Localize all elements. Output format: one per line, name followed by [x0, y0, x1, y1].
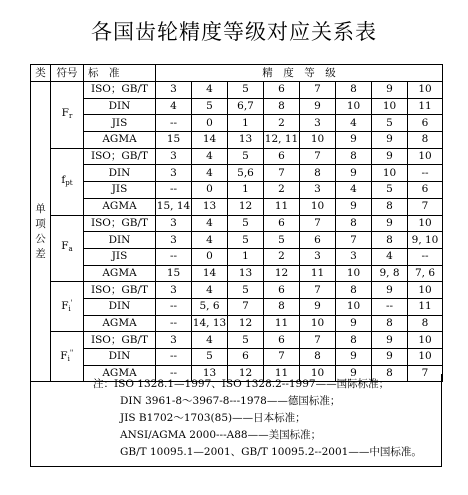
table-row [31, 315, 443, 332]
grade-cell: 9 [336, 198, 372, 215]
grade-cell: 8 [336, 215, 372, 232]
grade-cell: 4 [192, 232, 228, 249]
grade-cell: 13 [192, 365, 228, 382]
table-row [31, 115, 443, 132]
grade-cell: 6 [264, 282, 300, 299]
grade-cell: 10 [408, 349, 443, 366]
grade-cell: -- [156, 298, 192, 315]
grade-cell: 6 [264, 82, 300, 99]
table-row [31, 298, 443, 315]
grade-cell: 1 [228, 182, 264, 199]
grade-cell: 3 [156, 215, 192, 232]
grade-cell: 5 [372, 182, 408, 199]
grade-cell: 2 [264, 248, 300, 265]
grade-cell: 9 [300, 298, 336, 315]
grade-cell: 3 [300, 182, 336, 199]
symbol-cell [51, 282, 84, 332]
table-body [31, 65, 443, 382]
grade-cell: 4 [192, 148, 228, 165]
standard-cell: ISO；GB/T [84, 215, 156, 232]
grade-cell: 5 [228, 282, 264, 299]
grade-cell: 3 [156, 232, 192, 249]
grade-cell: 7 [300, 332, 336, 349]
grade-cell: 8 [336, 82, 372, 99]
symbol-subscript: pt [65, 178, 73, 187]
grade-cell: 2 [264, 115, 300, 132]
grade-cell: 10 [408, 282, 443, 299]
grade-cell: 11 [408, 98, 443, 115]
grade-cell: 4 [192, 332, 228, 349]
grade-cell: 15 [156, 132, 192, 149]
table-row [31, 182, 443, 199]
notes-box [30, 374, 442, 467]
grade-cell: 9, 10 [408, 232, 443, 249]
grade-cell: 10 [408, 148, 443, 165]
grade-cell: 9 [372, 282, 408, 299]
standard-cell: AGMA [84, 315, 156, 332]
page-title: 各国齿轮精度等级对应关系表 [91, 20, 377, 44]
grade-cell: 6 [264, 148, 300, 165]
grade-cell: 14 [192, 132, 228, 149]
symbol-base: F [61, 240, 69, 253]
standard-cell: DIN [84, 298, 156, 315]
symbol-subscript: a [68, 245, 73, 254]
grade-cell: 8 [264, 298, 300, 315]
grade-cell: 4 [336, 115, 372, 132]
note-line: ANSI/AGMA 2000---A88——美国标准； [120, 429, 322, 441]
grade-cell: 3 [156, 332, 192, 349]
grade-cell: 4 [372, 248, 408, 265]
grade-cell: 10 [372, 165, 408, 182]
grade-cell: 8 [300, 165, 336, 182]
standard-cell: DIN [84, 98, 156, 115]
grade-cell: 5 [228, 215, 264, 232]
standard-cell: JIS [84, 248, 156, 265]
grade-cell: 6 [264, 332, 300, 349]
grade-cell: 3 [156, 148, 192, 165]
grade-cell: 0 [192, 182, 228, 199]
grade-cell: 8 [336, 282, 372, 299]
standard-cell: AGMA [84, 365, 156, 382]
grade-cell: -- [156, 115, 192, 132]
standard-cell: JIS [84, 115, 156, 132]
grade-cell: 12, 11 [264, 132, 300, 149]
grade-cell: 11 [300, 265, 336, 282]
grade-cell: 5 [228, 82, 264, 99]
symbol-subscript: i [68, 305, 71, 314]
grade-cell: 5,6 [228, 165, 264, 182]
grade-cell: 7, 6 [408, 265, 443, 282]
grade-cell: -- [156, 365, 192, 382]
grade-cell: 8 [336, 148, 372, 165]
grade-cell: 5, 6 [192, 298, 228, 315]
grade-cell: 8 [300, 349, 336, 366]
category-char: 公 [35, 232, 46, 245]
grade-cell: 7 [300, 148, 336, 165]
category-char: 单 [35, 202, 46, 215]
table-row [31, 82, 443, 99]
header-row [31, 65, 443, 82]
grade-cell: 11 [264, 315, 300, 332]
grade-cell: 1 [228, 115, 264, 132]
symbol-base: F [60, 350, 68, 363]
symbol-subscript: i [67, 355, 70, 364]
grade-cell: 6 [264, 215, 300, 232]
grade-cell: 9 [336, 165, 372, 182]
table-row [31, 148, 443, 165]
grade-cell: 3 [336, 248, 372, 265]
grade-cell: 5 [264, 232, 300, 249]
grade-cell: 14 [192, 265, 228, 282]
grade-cell: 3 [300, 115, 336, 132]
grade-cell: 9, 8 [372, 265, 408, 282]
grade-cell: 10 [336, 98, 372, 115]
header-symbol: 符号 [51, 65, 84, 82]
grade-cell: 4 [192, 282, 228, 299]
grade-cell: 10 [336, 265, 372, 282]
grade-cell: 10 [300, 198, 336, 215]
grade-cell: -- [372, 298, 408, 315]
grade-cell: 6 [300, 232, 336, 249]
table-row [31, 132, 443, 149]
grade-cell: 0 [192, 115, 228, 132]
precision-table [30, 64, 443, 382]
grade-cell: 12 [228, 365, 264, 382]
grade-cell: 4 [192, 215, 228, 232]
grade-cell: 10 [336, 298, 372, 315]
symbol-cell [51, 82, 84, 149]
table-row [31, 198, 443, 215]
grade-cell: 10 [300, 365, 336, 382]
category-cell [31, 82, 51, 382]
note-line: DIN 3961-8～3967-8---1978——德国标准； [120, 395, 341, 407]
grade-cell: 11 [408, 298, 443, 315]
grade-cell: 7 [300, 282, 336, 299]
grade-cell: 5 [228, 148, 264, 165]
note-line: 注：ISO 1328.1—1997、ISO 1328.2--1997——国际标准； [93, 378, 390, 390]
header-category: 类 [31, 65, 51, 82]
table-row [31, 282, 443, 299]
grade-cell: -- [408, 248, 443, 265]
grade-cell: 9 [336, 315, 372, 332]
grade-cell: -- [156, 182, 192, 199]
grade-cell: -- [156, 315, 192, 332]
grade-cell: 15, 14 [156, 198, 192, 215]
grade-cell: 3 [300, 248, 336, 265]
standard-cell: DIN [84, 232, 156, 249]
grade-cell: 9 [336, 365, 372, 382]
grade-cell: 9 [372, 132, 408, 149]
table-row [31, 265, 443, 282]
symbol-base: F [61, 300, 69, 313]
grade-cell: 7 [300, 215, 336, 232]
grade-cell: 4 [156, 98, 192, 115]
table-row [31, 349, 443, 366]
grade-cell: 7 [264, 165, 300, 182]
grade-cell: 7 [408, 365, 443, 382]
grade-cell: 8 [408, 132, 443, 149]
grade-cell: 15 [156, 265, 192, 282]
grade-cell: 2 [264, 182, 300, 199]
symbol-cell [51, 215, 84, 282]
grade-cell: -- [408, 165, 443, 182]
grade-cell: 1 [228, 248, 264, 265]
grade-cell: 12 [228, 315, 264, 332]
grade-cell: 7 [408, 198, 443, 215]
grade-cell: 5 [228, 332, 264, 349]
symbol-subscript: r [68, 111, 73, 120]
grade-cell: 6,7 [228, 98, 264, 115]
grade-cell: 8 [372, 198, 408, 215]
symbol-superscript: ' [70, 299, 73, 308]
grade-cell: 8 [372, 315, 408, 332]
grade-cell: 0 [192, 248, 228, 265]
standard-cell: ISO；GB/T [84, 332, 156, 349]
grade-cell: 6 [408, 115, 443, 132]
grade-cell: 8 [408, 315, 443, 332]
standard-cell: JIS [84, 182, 156, 199]
grade-cell: 7 [300, 82, 336, 99]
standard-cell: ISO；GB/T [84, 148, 156, 165]
grade-cell: 9 [372, 349, 408, 366]
grade-cell: 5 [228, 232, 264, 249]
note-line: JIS B1702～1703(85)——日本标准； [120, 412, 306, 424]
grade-cell: 3 [156, 282, 192, 299]
grade-cell: -- [156, 349, 192, 366]
table-row [31, 215, 443, 232]
grade-cell: 5 [372, 115, 408, 132]
grade-cell: 7 [336, 232, 372, 249]
grade-cell: 5 [192, 349, 228, 366]
grade-cell: 7 [228, 298, 264, 315]
grade-cell: 11 [264, 365, 300, 382]
standard-cell: AGMA [84, 198, 156, 215]
grade-cell: 13 [228, 132, 264, 149]
table-row [31, 332, 443, 349]
table-row [31, 248, 443, 265]
grade-cell: 9 [372, 82, 408, 99]
grade-cell: 8 [336, 332, 372, 349]
header-standard: 标 准 [84, 65, 156, 82]
note-line: GB/T 10095.1—2001、GB/T 10095.2--2001——中国标准。 [120, 446, 422, 458]
grade-cell: -- [156, 248, 192, 265]
standard-cell: AGMA [84, 132, 156, 149]
grade-cell: 8 [372, 232, 408, 249]
grade-cell: 3 [156, 165, 192, 182]
grade-cell: 10 [408, 82, 443, 99]
table-row [31, 232, 443, 249]
grade-cell: 8 [264, 98, 300, 115]
grade-cell: 13 [228, 265, 264, 282]
grade-cell: 9 [372, 332, 408, 349]
standard-cell: DIN [84, 349, 156, 366]
standard-cell: DIN [84, 165, 156, 182]
grade-cell: 10 [408, 332, 443, 349]
grade-cell: 9 [372, 148, 408, 165]
grade-cell: 4 [336, 182, 372, 199]
grade-cell: 7 [264, 349, 300, 366]
grade-cell: 4 [192, 82, 228, 99]
grade-cell: 8 [372, 365, 408, 382]
symbol-base: f [61, 173, 66, 186]
table-row [31, 98, 443, 115]
grade-cell: 9 [372, 215, 408, 232]
grade-cell: 9 [300, 98, 336, 115]
grade-cell: 6 [228, 349, 264, 366]
symbol-base: F [61, 106, 69, 119]
grade-cell: 10 [372, 98, 408, 115]
category-char: 差 [35, 247, 46, 260]
grade-cell: 3 [156, 82, 192, 99]
symbol-cell [51, 148, 84, 215]
standard-cell: ISO；GB/T [84, 282, 156, 299]
grade-cell: 6 [408, 182, 443, 199]
category-char: 项 [35, 217, 46, 230]
header-precision-grade: 精 度 等 级 [156, 65, 443, 82]
grade-cell: 9 [336, 132, 372, 149]
grade-cell: 5 [192, 98, 228, 115]
grade-cell: 4 [192, 165, 228, 182]
grade-cell: 10 [300, 315, 336, 332]
table-row [31, 165, 443, 182]
standard-cell: AGMA [84, 265, 156, 282]
grade-cell: 10 [408, 215, 443, 232]
grade-cell: 11 [264, 198, 300, 215]
grade-cell: 10 [300, 132, 336, 149]
grade-cell: 12 [264, 265, 300, 282]
grade-cell: 14, 13 [192, 315, 228, 332]
symbol-superscript: '' [69, 349, 74, 358]
grade-cell: 13 [192, 198, 228, 215]
grade-cell: 12 [228, 198, 264, 215]
grade-cell: 9 [336, 349, 372, 366]
standard-cell: ISO；GB/T [84, 82, 156, 99]
